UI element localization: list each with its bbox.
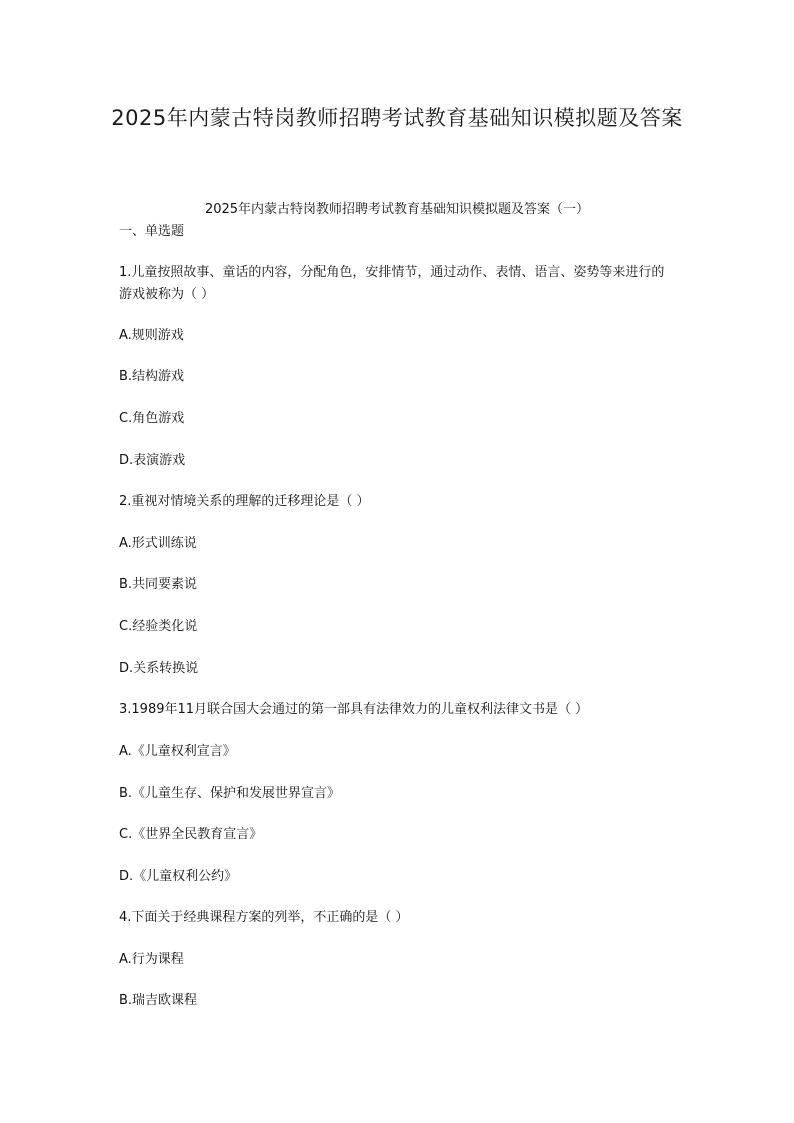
question-3-option-b: B.《儿童生存、保护和发展世界宣言》 bbox=[119, 786, 341, 801]
document-subtitle: 2025年内蒙古特岗教师招聘考试教育基础知识模拟题及答案（一） bbox=[204, 202, 590, 217]
section-heading: 一、单选题 bbox=[119, 224, 185, 239]
question-3-text: 3.1989年11月联合国大会通过的第一部具有法律效力的儿童权利法律文书是（ ） bbox=[119, 702, 589, 717]
document-title: 2025年内蒙古特岗教师招聘考试教育基础知识模拟题及答案 bbox=[111, 106, 683, 130]
question-1-option-d: D.表演游戏 bbox=[119, 453, 186, 468]
question-2-option-b: B.共同要素说 bbox=[119, 577, 198, 592]
question-4-option-b: B.瑞吉欧课程 bbox=[119, 993, 198, 1008]
question-4-option-a: A.行为课程 bbox=[119, 952, 184, 967]
question-2-option-d: D.关系转换说 bbox=[119, 661, 199, 676]
question-3-option-c: C.《世界全民教育宣言》 bbox=[119, 827, 263, 842]
question-1-text: 1.儿童按照故事、童话的内容，分配角色，安排情节，通过动作、表情、语言、姿势等来进行的游戏被称为（ ） bbox=[119, 265, 665, 302]
question-1-option-b: B.结构游戏 bbox=[119, 369, 185, 384]
question-1-option-a: A.规则游戏 bbox=[119, 328, 184, 343]
question-1-option-c: C.角色游戏 bbox=[119, 411, 185, 426]
question-2-text: 2.重视对情境关系的理解的迁移理论是（ ） bbox=[119, 494, 370, 509]
question-2-option-c: C.经验类化说 bbox=[119, 619, 198, 634]
question-3-option-d: D.《儿童权利公约》 bbox=[119, 869, 238, 884]
question-3-option-a: A.《儿童权利宣言》 bbox=[119, 744, 236, 759]
question-2-option-a: A.形式训练说 bbox=[119, 536, 197, 551]
question-4-text: 4.下面关于经典课程方案的列举，不正确的是（ ） bbox=[119, 910, 409, 925]
